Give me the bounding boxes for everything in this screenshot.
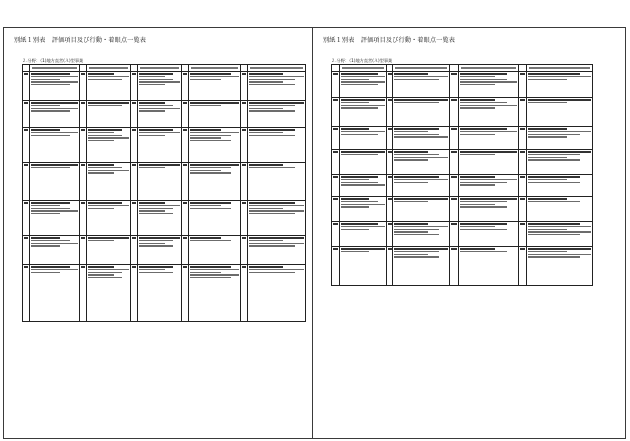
table-cell <box>459 175 519 197</box>
evaluation-table-grid <box>331 64 593 286</box>
table-cell <box>30 101 80 128</box>
table-header-cell <box>23 65 30 72</box>
table-cell <box>80 265 87 322</box>
table-cell <box>189 236 241 265</box>
table-cell <box>182 128 189 163</box>
table-cell <box>340 197 387 222</box>
table-cell <box>87 128 131 163</box>
table-cell <box>450 247 459 286</box>
table-cell <box>450 127 459 150</box>
table-cell <box>527 127 593 150</box>
table-header-cell <box>189 65 241 72</box>
table-cell <box>450 175 459 197</box>
table-cell <box>189 265 241 322</box>
table-cell <box>23 128 30 163</box>
table-cell <box>80 163 87 201</box>
table-cell <box>340 72 387 98</box>
table-cell <box>527 98 593 127</box>
table-cell <box>131 163 138 201</box>
table-cell <box>393 150 450 175</box>
table-cell <box>131 236 138 265</box>
table-cell <box>241 201 248 236</box>
table-cell <box>23 265 30 322</box>
table-cell <box>30 163 80 201</box>
table-cell <box>332 175 340 197</box>
table-cell <box>248 101 306 128</box>
table-cell <box>527 222 593 247</box>
table-cell <box>80 236 87 265</box>
table-cell <box>131 201 138 236</box>
table-cell <box>23 101 30 128</box>
table-header-cell <box>519 65 527 72</box>
table-cell <box>527 197 593 222</box>
table-cell <box>459 150 519 175</box>
table-cell <box>87 265 131 322</box>
table-cell <box>450 72 459 98</box>
table-cell <box>182 101 189 128</box>
table-cell <box>138 236 182 265</box>
table-header-cell <box>393 65 450 72</box>
table-cell <box>519 127 527 150</box>
table-row <box>332 197 593 222</box>
table-cell <box>241 163 248 201</box>
table-cell <box>340 150 387 175</box>
table-row <box>332 72 593 98</box>
table-cell <box>248 72 306 101</box>
section-subtitle: ２.分野：（1)地方直営(Ａ)型事業 <box>22 58 84 63</box>
table-row <box>332 98 593 127</box>
table-cell <box>459 222 519 247</box>
table-row <box>23 236 306 265</box>
table-row <box>332 127 593 150</box>
table-cell <box>519 175 527 197</box>
table-cell <box>393 98 450 127</box>
table-cell <box>459 197 519 222</box>
page-title: 別紙１別表 評価項目及び行動・着眼点一覧表 <box>323 37 456 44</box>
table-cell <box>189 72 241 101</box>
table-cell <box>131 72 138 101</box>
table-row <box>332 222 593 247</box>
table-cell <box>131 128 138 163</box>
table-cell <box>23 72 30 101</box>
table-cell <box>189 101 241 128</box>
table-cell <box>450 150 459 175</box>
table-row <box>23 201 306 236</box>
table-cell <box>87 236 131 265</box>
table-cell <box>131 265 138 322</box>
table-cell <box>393 175 450 197</box>
table-cell <box>393 127 450 150</box>
table-cell <box>138 265 182 322</box>
table-cell <box>519 72 527 98</box>
table-header-cell <box>248 65 306 72</box>
table-cell <box>332 222 340 247</box>
table-cell <box>241 101 248 128</box>
table-cell <box>23 236 30 265</box>
table-cell <box>182 236 189 265</box>
table-cell <box>340 175 387 197</box>
table-row <box>332 175 593 197</box>
table-cell <box>241 265 248 322</box>
table-cell <box>189 163 241 201</box>
table-row <box>23 72 306 101</box>
table-cell <box>459 127 519 150</box>
table-cell <box>131 101 138 128</box>
table-header-cell <box>87 65 131 72</box>
table-cell <box>182 163 189 201</box>
table-cell <box>248 128 306 163</box>
table-cell <box>340 98 387 127</box>
table-cell <box>248 201 306 236</box>
table-cell <box>241 128 248 163</box>
table-cell <box>138 163 182 201</box>
table-cell <box>30 72 80 101</box>
table-cell <box>138 201 182 236</box>
table-cell <box>182 265 189 322</box>
table-header-cell <box>332 65 340 72</box>
table-row <box>332 247 593 286</box>
table-row <box>23 128 306 163</box>
table-cell <box>527 175 593 197</box>
table-row <box>23 265 306 322</box>
table-cell <box>459 98 519 127</box>
table-header-cell <box>182 65 189 72</box>
table-cell <box>332 247 340 286</box>
evaluation-table <box>22 64 306 322</box>
table-header-cell <box>131 65 138 72</box>
table-cell <box>527 150 593 175</box>
table-cell <box>340 222 387 247</box>
table-cell <box>527 72 593 98</box>
table-cell <box>138 72 182 101</box>
table-cell <box>450 222 459 247</box>
document-page-left <box>3 27 317 439</box>
table-cell <box>30 236 80 265</box>
table-header-cell <box>30 65 80 72</box>
table-cell <box>519 197 527 222</box>
table-header-cell <box>450 65 459 72</box>
table-cell <box>332 197 340 222</box>
table-row <box>332 150 593 175</box>
table-cell <box>459 72 519 98</box>
evaluation-table <box>331 64 593 286</box>
table-cell <box>189 128 241 163</box>
table-cell <box>87 72 131 101</box>
table-cell <box>332 72 340 98</box>
document-page-right <box>312 27 626 439</box>
table-cell <box>393 222 450 247</box>
table-cell <box>30 265 80 322</box>
section-subtitle: ２.分野：（1)地方直営(Ａ)型事業 <box>331 58 393 63</box>
table-cell <box>519 247 527 286</box>
table-cell <box>519 98 527 127</box>
table-row <box>23 101 306 128</box>
table-cell <box>340 127 387 150</box>
table-cell <box>138 128 182 163</box>
table-header-cell <box>138 65 182 72</box>
table-cell <box>459 247 519 286</box>
table-cell <box>332 98 340 127</box>
table-row <box>23 163 306 201</box>
table-cell <box>393 72 450 98</box>
table-cell <box>30 128 80 163</box>
table-cell <box>80 128 87 163</box>
table-cell <box>332 150 340 175</box>
table-cell <box>23 201 30 236</box>
table-cell <box>80 201 87 236</box>
table-header-cell <box>340 65 387 72</box>
table-cell <box>23 163 30 201</box>
table-cell <box>80 101 87 128</box>
table-cell <box>182 72 189 101</box>
table-cell <box>527 247 593 286</box>
table-cell <box>138 101 182 128</box>
table-cell <box>393 247 450 286</box>
table-cell <box>241 72 248 101</box>
table-cell <box>189 201 241 236</box>
table-cell <box>393 197 450 222</box>
table-cell <box>248 163 306 201</box>
table-cell <box>241 236 248 265</box>
table-cell <box>248 236 306 265</box>
table-cell <box>182 201 189 236</box>
table-cell <box>340 247 387 286</box>
table-cell <box>450 197 459 222</box>
table-cell <box>87 163 131 201</box>
table-cell <box>80 72 87 101</box>
evaluation-table-grid <box>22 64 306 322</box>
table-header-cell <box>459 65 519 72</box>
table-header-cell <box>241 65 248 72</box>
table-cell <box>248 265 306 322</box>
table-cell <box>450 98 459 127</box>
page-title: 別紙１別表 評価項目及び行動・着眼点一覧表 <box>14 37 147 44</box>
table-header-cell <box>80 65 87 72</box>
table-cell <box>519 222 527 247</box>
table-cell <box>87 101 131 128</box>
table-cell <box>30 201 80 236</box>
table-cell <box>332 127 340 150</box>
table-cell <box>87 201 131 236</box>
table-header-cell <box>527 65 593 72</box>
table-cell <box>519 150 527 175</box>
